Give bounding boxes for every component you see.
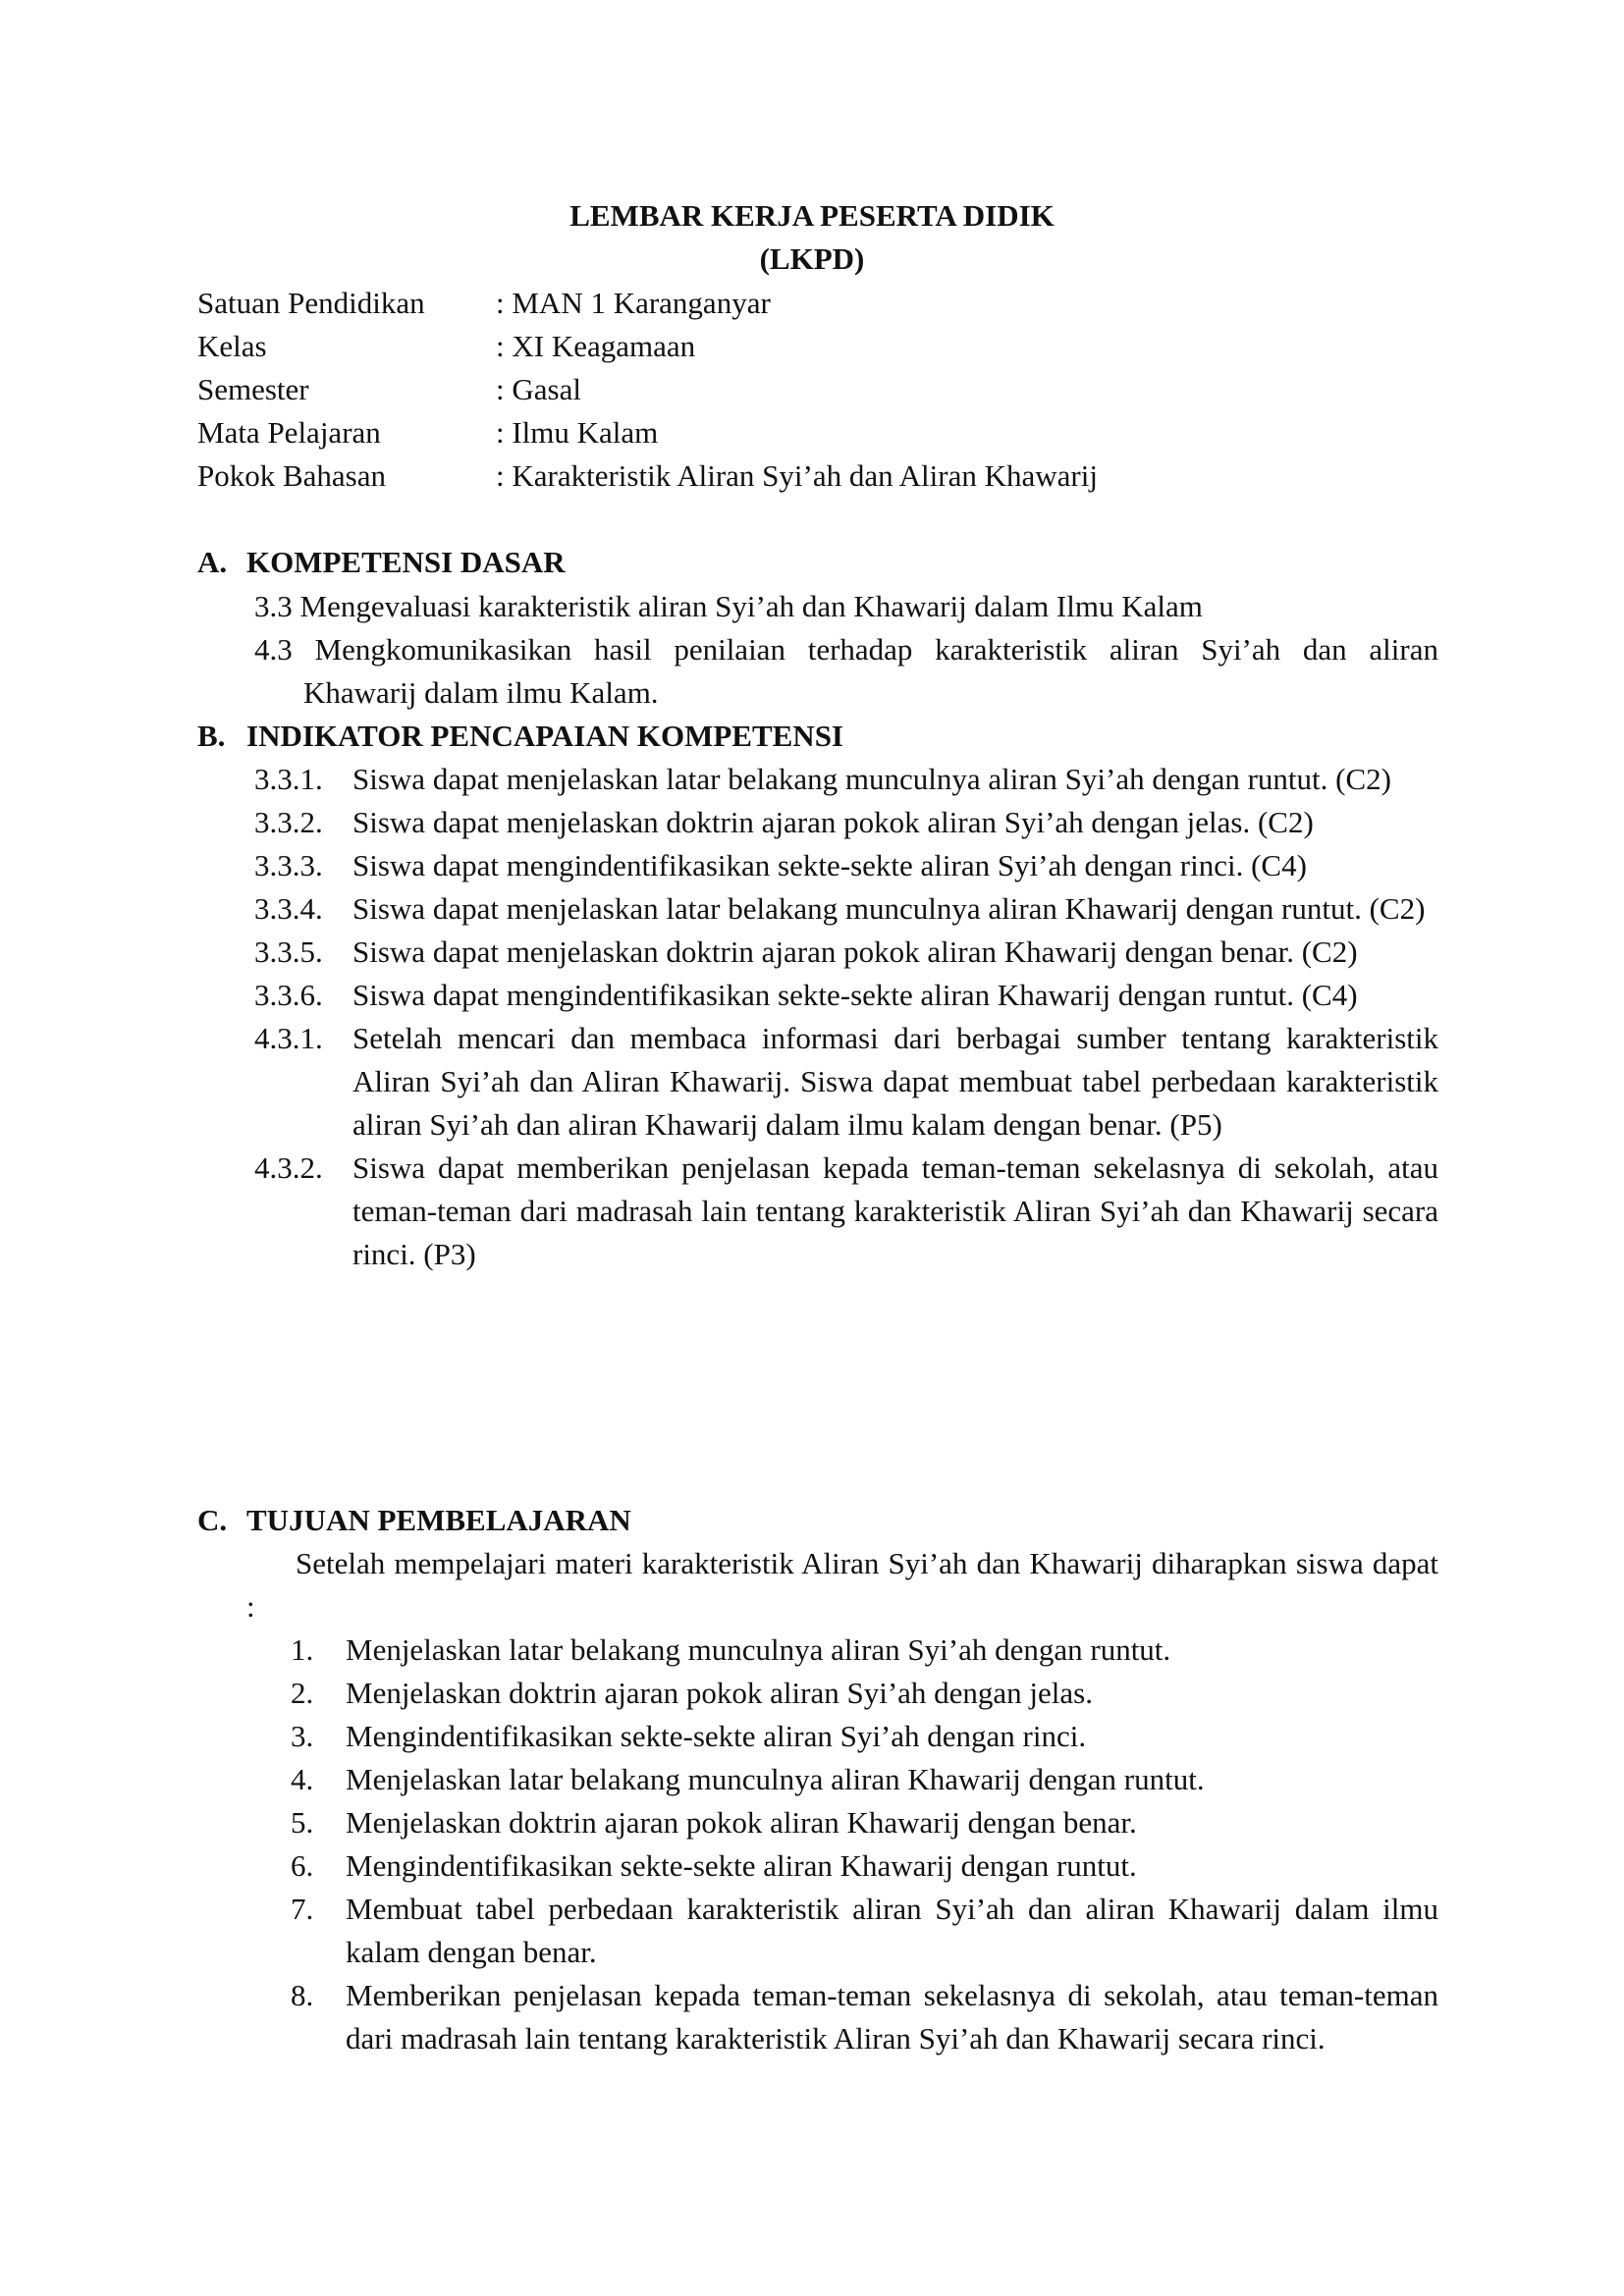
indicator-item [254,974,1438,1017]
objective-number: 8. [291,1978,314,2012]
objectives-intro: Setelah mempelajari materi karakteristik Aliran Syi’ah dan Khawarij diharapkan siswa dapat : [246,1546,1438,1624]
section-letter: C. [197,1503,228,1537]
objective-text: Menjelaskan latar belakang munculnya aliran Khawarij dengan runtut. [346,1762,1205,1796]
indicator-text: Siswa dapat menjelaskan doktrin ajaran pokok aliran Syi’ah dengan jelas. (C2) [352,805,1314,839]
indicator-number: 3.3.4. [254,891,323,926]
identity-table [197,282,1098,498]
section-title: TUJUAN PEMBELAJARAN [246,1503,631,1537]
info-label: Satuan Pendidikan [197,286,425,320]
info-row [197,282,1098,325]
objective-item [291,1629,1438,1672]
objective-text: Mengindentifikasikan sekte-sekte aliran Khawarij dengan runtut. [346,1848,1137,1883]
objective-text: Membuat tabel perbedaan karakteristik aliran Syi’ah dan aliran Khawarij dalam ilmu kalam dengan benar. [346,1892,1438,1969]
objective-item [291,1801,1438,1844]
indicator-text: Siswa dapat mengindentifikasikan sekte-sekte aliran Khawarij dengan runtut. (C4) [352,978,1358,1012]
objective-item [291,1672,1438,1715]
indicator-number: 4.3.1. [254,1021,323,1055]
section-c-heading [197,1499,631,1542]
info-label: Mata Pelajaran [197,415,381,450]
document-title: LEMBAR KERJA PESERTA DIDIK [569,198,1055,233]
section-title: INDIKATOR PENCAPAIAN KOMPETENSI [246,719,843,753]
objective-item [291,1758,1438,1801]
objective-number: 7. [291,1892,314,1926]
info-value: : Gasal [496,372,581,406]
indicator-text: Siswa dapat menjelaskan latar belakang munculnya aliran Syi’ah dengan runtut. (C2) [352,762,1391,796]
info-value: : Karakteristik Aliran Syi’ah dan Aliran Khawarij [496,458,1098,493]
indicator-text: Setelah mencari dan membaca informasi dari berbagai sumber tentang karakteristik Aliran Syi’ah dan Aliran Khawarij. Siswa dapat membuat tabel perbedaan karakteristik aliran Syi’ah dan aliran Khawarij dalam ilmu kalam dengan benar. (P5) [352,1021,1438,1142]
objective-item [291,1715,1438,1758]
indicator-item [254,758,1438,801]
info-row [197,454,1098,498]
info-row [197,368,1098,411]
indicator-text: Siswa dapat menjelaskan latar belakang munculnya aliran Khawarij dengan runtut. (C2) [352,891,1426,926]
indicator-text: Siswa dapat mengindentifikasikan sekte-sekte aliran Syi’ah dengan rinci. (C4) [352,848,1307,882]
objective-item [291,1974,1438,2060]
objective-item [291,1844,1438,1888]
info-label: Pokok Bahasan [197,458,387,493]
kompetensi-dasar-list [254,585,1438,715]
indicator-number: 3.3.2. [254,805,323,839]
objective-number: 5. [291,1805,314,1840]
document-subtitle: (LKPD) [759,241,865,276]
section-letter: A. [197,545,228,579]
indicator-item [254,1017,1438,1147]
kd-item: 4.3 Mengkomunikasikan hasil penilaian terhadap karakteristik aliran Syi’ah dan aliran [254,632,1438,667]
indicator-item [254,1147,1438,1276]
info-value: : Ilmu Kalam [496,415,659,450]
objective-text: Mengindentifikasikan sekte-sekte aliran Syi’ah dengan rinci. [346,1719,1087,1753]
objective-text: Menjelaskan latar belakang munculnya aliran Syi’ah dengan runtut. [346,1632,1171,1667]
objective-number: 2. [291,1676,314,1710]
objective-text: Menjelaskan doktrin ajaran pokok aliran Syi’ah dengan jelas. [346,1676,1093,1710]
info-value: : MAN 1 Karanganyar [496,286,771,320]
info-value: : XI Keagamaan [496,329,696,363]
objective-number: 3. [291,1719,314,1753]
section-b-heading [197,715,843,758]
indicator-text: Siswa dapat menjelaskan doktrin ajaran pokok aliran Khawarij dengan benar. (C2) [352,934,1358,969]
indicator-number: 3.3.3. [254,848,323,882]
objectives-list [291,1629,1438,2060]
indicator-item [254,801,1438,844]
indicator-number: 3.3.1. [254,762,323,796]
objective-item [291,1888,1438,1974]
indicator-number: 4.3.2. [254,1150,323,1185]
objective-text: Memberikan penjelasan kepada teman-teman sekelasnya di sekolah, atau teman-teman dari madrasah lain tentang karakteristik Aliran Syi’ah dan Khawarij secara rinci. [346,1978,1438,2056]
indicator-text: Siswa dapat memberikan penjelasan kepada teman-teman sekelasnya di sekolah, atau teman-teman dari madrasah lain tentang karakteristik Aliran Syi’ah dan Khawarij secara rinci. (P3) [352,1150,1438,1271]
info-label: Semester [197,372,309,406]
indicator-list [254,758,1438,1276]
indicator-number: 3.3.6. [254,978,323,1012]
objective-number: 1. [291,1632,314,1667]
objective-text: Menjelaskan doktrin ajaran pokok aliran Khawarij dengan benar. [346,1805,1137,1840]
kd-item: 3.3 Mengevaluasi karakteristik aliran Syi’ah dan Khawarij dalam Ilmu Kalam [254,589,1203,623]
indicator-item [254,931,1438,974]
indicator-item [254,887,1438,931]
objective-number: 4. [291,1762,314,1796]
section-letter: B. [197,719,226,753]
info-label: Kelas [197,329,267,363]
section-a-heading [197,541,566,584]
section-title: KOMPETENSI DASAR [246,545,566,579]
indicator-item [254,844,1438,887]
indicator-number: 3.3.5. [254,934,323,969]
kd-item-continuation: Khawarij dalam ilmu Kalam. [303,675,659,710]
info-row [197,411,1098,454]
info-row [197,325,1098,368]
objective-number: 6. [291,1848,314,1883]
